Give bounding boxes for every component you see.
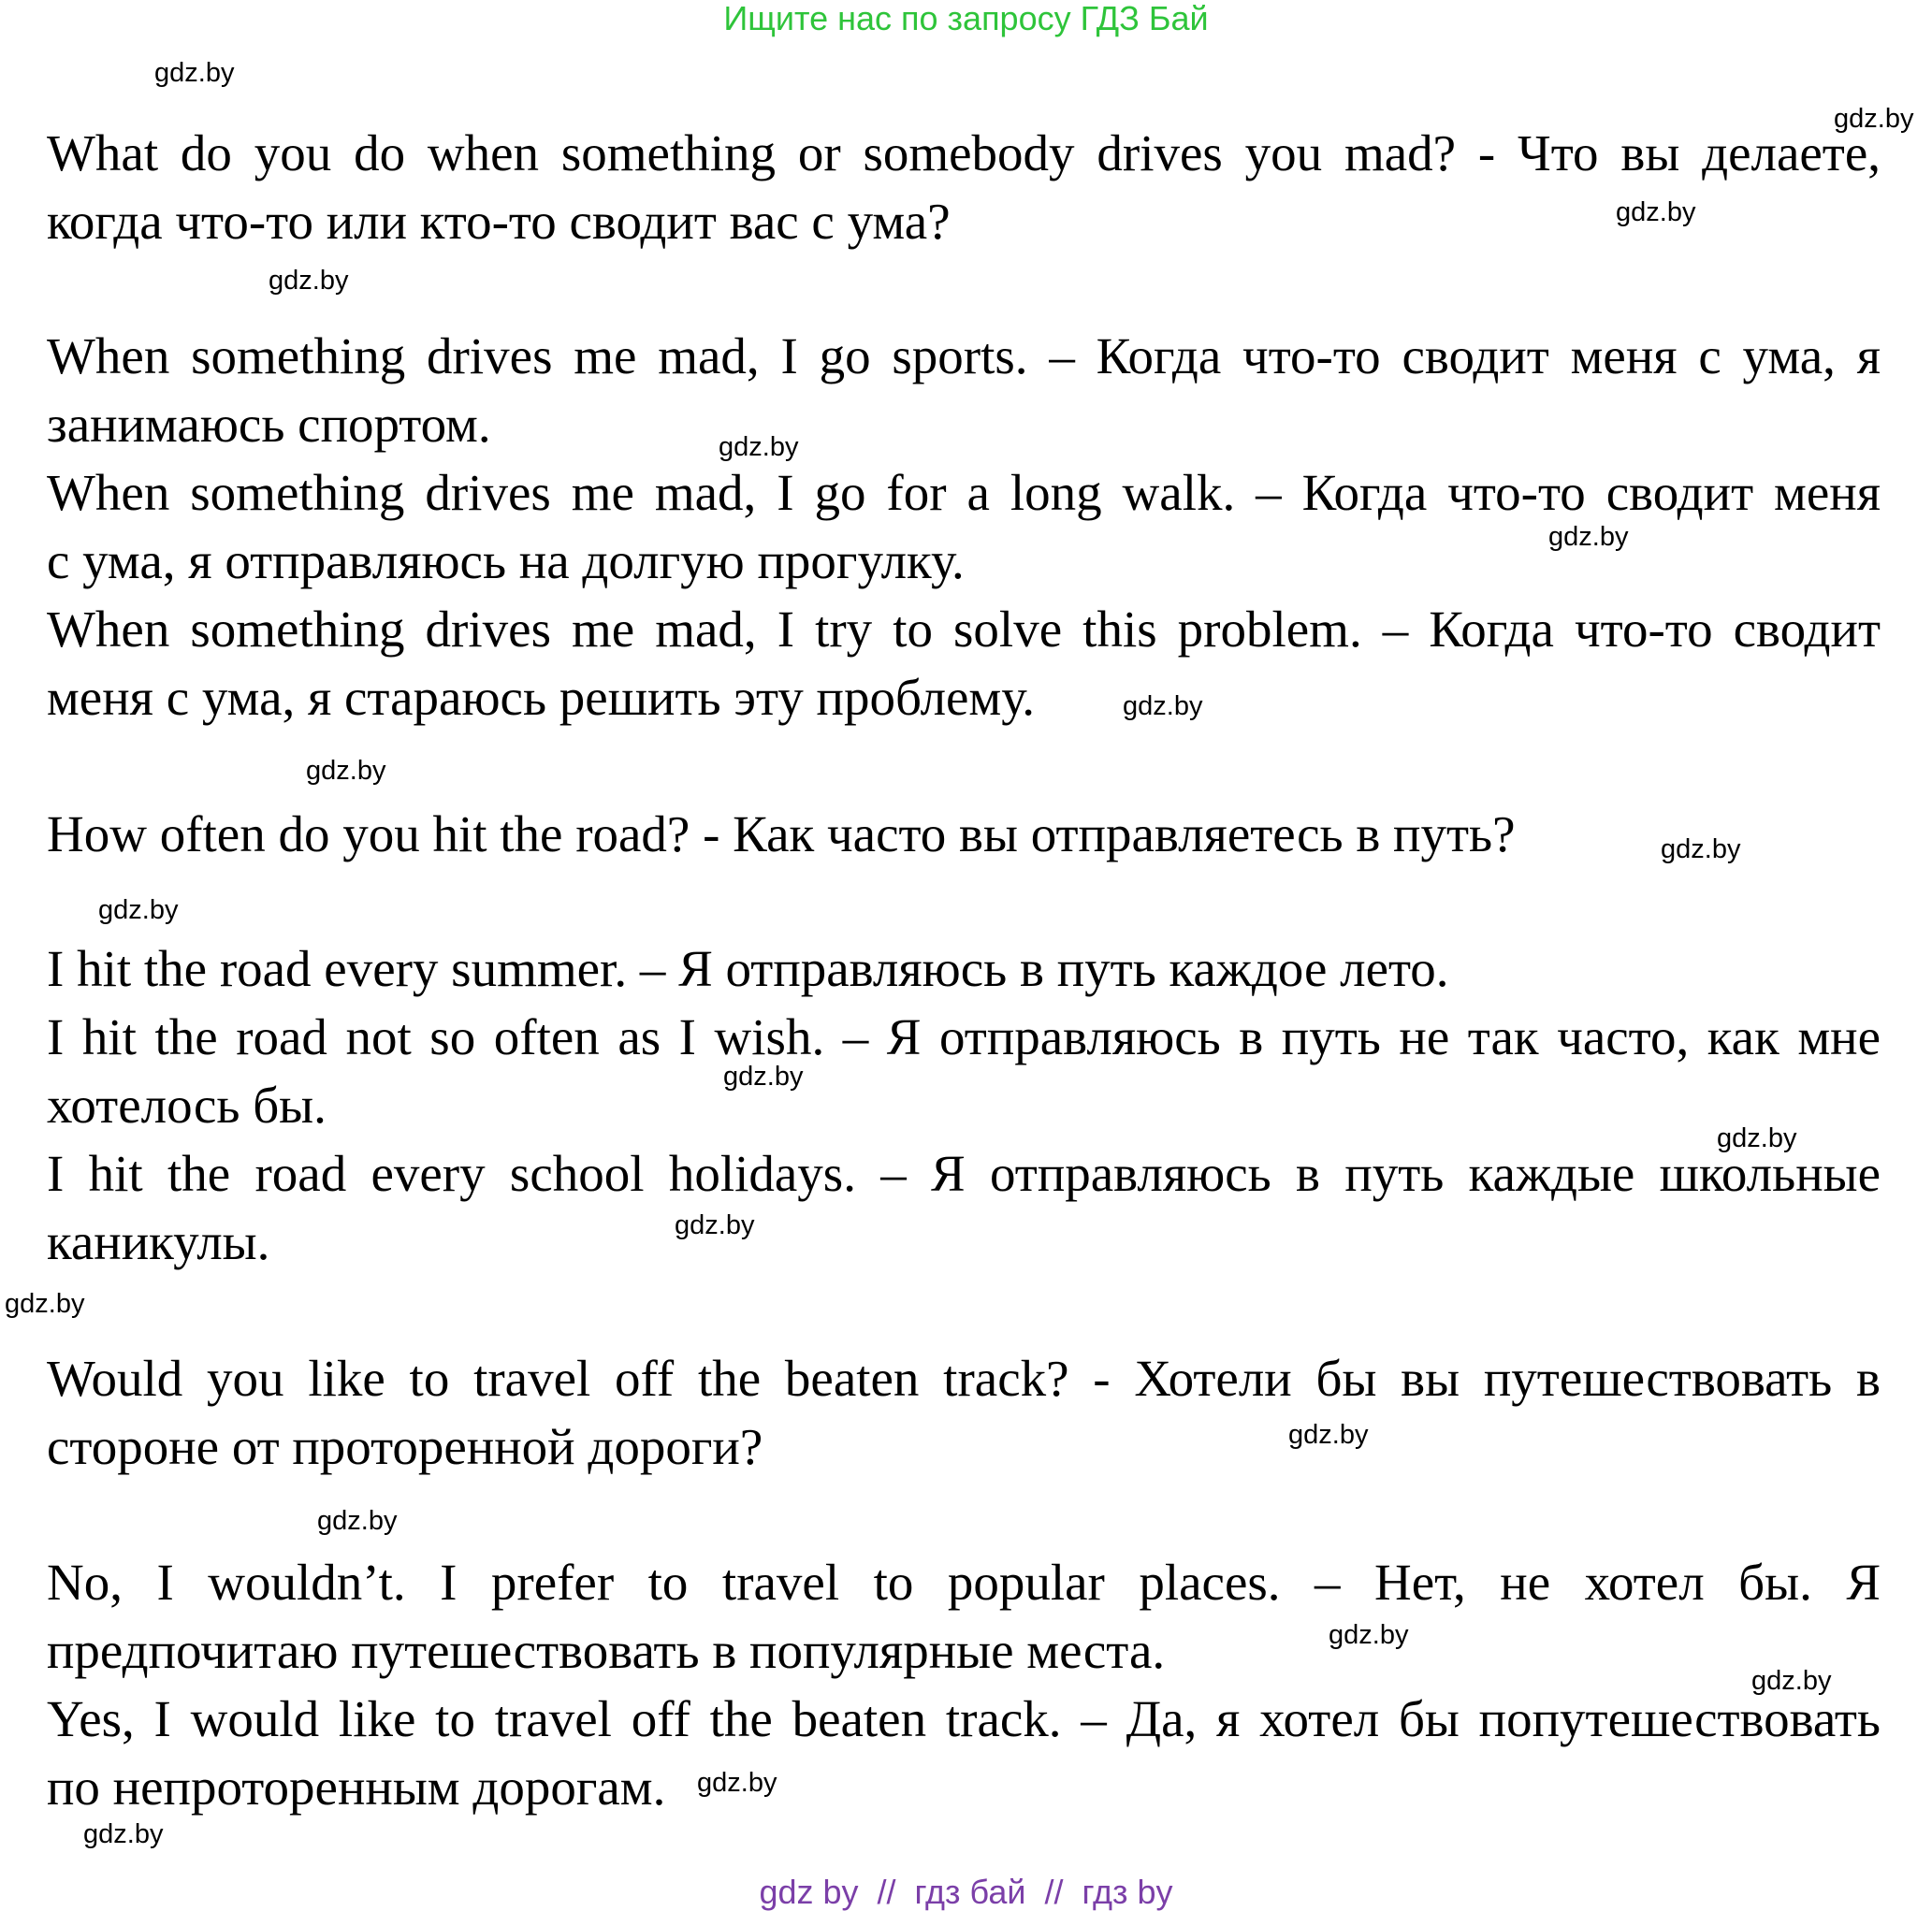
header-banner: Ищите нас по запросу ГДЗ Бай — [723, 0, 1209, 37]
watermark: gdz.by — [269, 266, 349, 296]
watermark: gdz.by — [154, 58, 235, 88]
watermark: gdz.by — [1123, 691, 1203, 721]
watermark: gdz.by — [83, 1819, 164, 1849]
watermark: gdz.by — [1288, 1420, 1369, 1450]
question-line: Would you like to travel off the beaten track? - Хотели бы вы путешествовать в — [47, 1350, 1881, 1407]
answer-line: When something drives me mad, I try to solve this problem. – Когда что-то сводит — [47, 601, 1881, 658]
answer-line: по непроторенным дорогам. — [47, 1759, 666, 1816]
watermark: gdz.by — [1616, 197, 1696, 227]
watermark: gdz.by — [675, 1210, 755, 1240]
watermark: gdz.by — [719, 432, 799, 462]
footer-links — [0, 1874, 1932, 1911]
answer-line: When something drives me mad, I go sports. – Когда что-то сводит меня с ума, я — [47, 327, 1881, 384]
question-line: когда что-то или кто-то сводит вас с ума? — [47, 193, 951, 250]
watermark: gdz.by — [1661, 834, 1741, 864]
watermark: gdz.by — [98, 895, 179, 925]
answer-line: с ума, я отправляюсь на долгую прогулку. — [47, 532, 965, 589]
watermark: gdz.by — [1834, 104, 1914, 134]
answer-line: I hit the road not so often as I wish. – Я отправляюсь в путь не так часто, как мне — [47, 1008, 1881, 1065]
watermark: gdz.by — [306, 756, 386, 786]
watermark: gdz.by — [723, 1062, 804, 1092]
footer-link-gdz-by[interactable]: gdz by — [759, 1873, 859, 1911]
question-line: стороне от проторенной дороги? — [47, 1418, 763, 1475]
watermark: gdz.by — [1548, 522, 1629, 552]
answer-line: занимаюсь спортом. — [47, 396, 491, 453]
answer-line: предпочитаю путешествовать в популярные места. — [47, 1622, 1166, 1679]
watermark: gdz.by — [317, 1506, 398, 1536]
watermark: gdz.by — [1717, 1123, 1797, 1153]
answer-line: меня с ума, я стараюсь решить эту проблему. — [47, 669, 1035, 726]
watermark: gdz.by — [5, 1289, 85, 1319]
watermark: gdz.by — [697, 1768, 777, 1798]
watermark: gdz.by — [1751, 1666, 1832, 1696]
answer-line: When something drives me mad, I go for a long walk. – Когда что-то сводит меня — [47, 464, 1881, 521]
question-line: How often do you hit the road? - Как часто вы отправляетесь в путь? — [47, 805, 1516, 862]
answer-line: хотелось бы. — [47, 1077, 327, 1134]
answer-line: Yes, I would like to travel off the beaten track. – Да, я хотел бы попутешествовать — [47, 1690, 1881, 1747]
answer-line: каникулы. — [47, 1213, 270, 1270]
footer-link-gdz-by-alt[interactable]: гдз by — [1082, 1873, 1173, 1911]
footer-separator: // — [1025, 1873, 1082, 1911]
watermark: gdz.by — [1329, 1620, 1409, 1650]
footer-separator: // — [858, 1873, 915, 1911]
answer-line: I hit the road every school holidays. – Я отправляюсь в путь каждые школьные — [47, 1145, 1881, 1202]
answer-line: No, I wouldn’t. I prefer to travel to popular places. – Нет, не хотел бы. Я — [47, 1554, 1881, 1611]
answer-line: I hit the road every summer. – Я отправляюсь в путь каждое лето. — [47, 940, 1449, 997]
question-line: What do you do when something or somebody drives you mad? - Что вы делаете, — [47, 124, 1881, 181]
footer-link-gdz-bai[interactable]: гдз бай — [914, 1873, 1026, 1911]
